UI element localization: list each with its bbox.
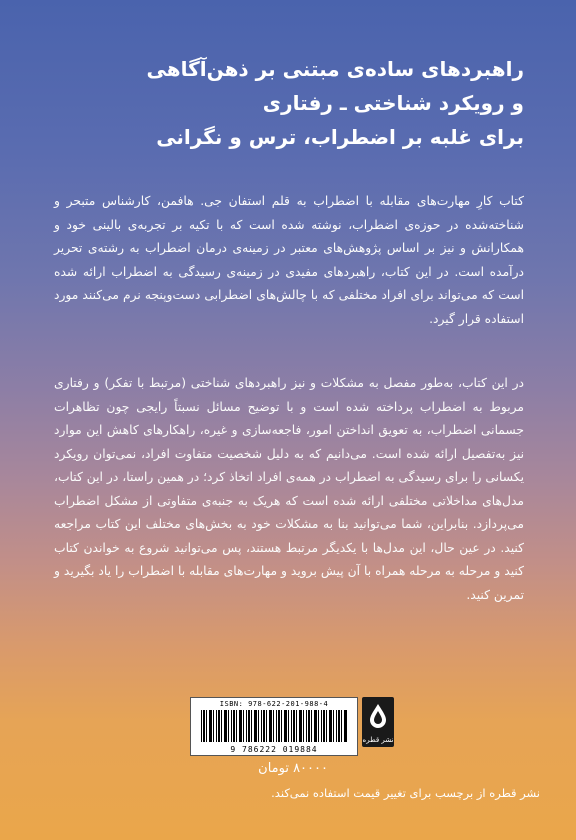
description-paragraph-2: در این کتاب، به‌طور مفصل به مشکلات و نیز راهبردهای شناختی (مرتبط با تفکر) و رفتاری مربوط به اضطراب پرداخته شده است و با توضیح مسائل نسبتاً رایجی چون تظاهرات جسمانی اضطراب، به تعویق انداختن امور، فاجعه‌سازی و غیره، راهکارهای کاهش این موارد نیز به‌تفصیل ارائه شده است. می‌دانیم که به دلیل شخصیت متفاوت افراد، نمی‌توان رویکرد یکسانی را برای رسیدگی به اضطراب در همه‌ی افراد اتخاذ کرد؛ در همین راستا، در این کتاب، مدل‌های مداخلاتی مختلفی ارائه شده است که هریک به جنبه‌ی متفاوتی از مشکل اضطراب می‌پردازد. بنابراین، شما می‌توانید بنا به مشکلات خود به بخش‌های مختلف این کتاب مراجعه کنید. در عین حال، این مدل‌ها با یکدیگر مرتبط هستند، پس می‌توانید شروع به خواندن کتاب کنید و مرحله به مرحله همراه با آن پیش بروید و مهارت‌های مقابله با اضطراب را یاد بگیرید و تمرین کنید.: [54, 376, 524, 602]
publisher-logo-label: نشر قطره: [362, 736, 394, 744]
publisher-logo: [362, 697, 394, 747]
title-line-1: راهبردهای ساده‌ی مبتنی بر ذهن‌آگاهی: [146, 57, 524, 81]
description-paragraph-1: کتاب کارِ مهارت‌های مقابله با اضطراب به قلم استفان جی. هافمن، کارشناس متبحر و شناخته‌شده در حوزه‌ی اضطراب، نوشته شده است که با تکیه بر تجربه‌ی بالینی خود و همکارانش و نیز بر اساس پژوهش‌های معتبر در زمینه‌ی درمان اضطراب به رشته‌ی تحریر درآمده است. در این کتاب، راهبردهای مفیدی در زمینه‌ی رسیدگی به اضطراب ارائه شده است که می‌تواند برای افراد مختلفی که با چالش‌های اضطرابی دست‌وپنجه نرم می‌کنند مورد استفاده قرار گیرد.: [54, 194, 524, 326]
title-line-2: و رویکرد شناختی ـ رفتاری: [262, 91, 524, 115]
cover-title: [64, 52, 524, 154]
price: ۸۰۰۰۰ تومان: [258, 761, 328, 776]
price-note: نشر قطره از برچسب برای تغییر قیمت استفاده نمی‌کند.: [271, 786, 540, 800]
barcode-digits: 9 786222 019884: [230, 745, 318, 754]
title-line-3: برای غلبه بر اضطراب، ترس و نگرانی: [156, 125, 524, 149]
droplet-icon: [367, 703, 389, 729]
isbn-text: ISBN: 978-622-201-988-4: [219, 700, 329, 708]
isbn-barcode-box: [190, 697, 358, 756]
barcode: [201, 710, 347, 742]
